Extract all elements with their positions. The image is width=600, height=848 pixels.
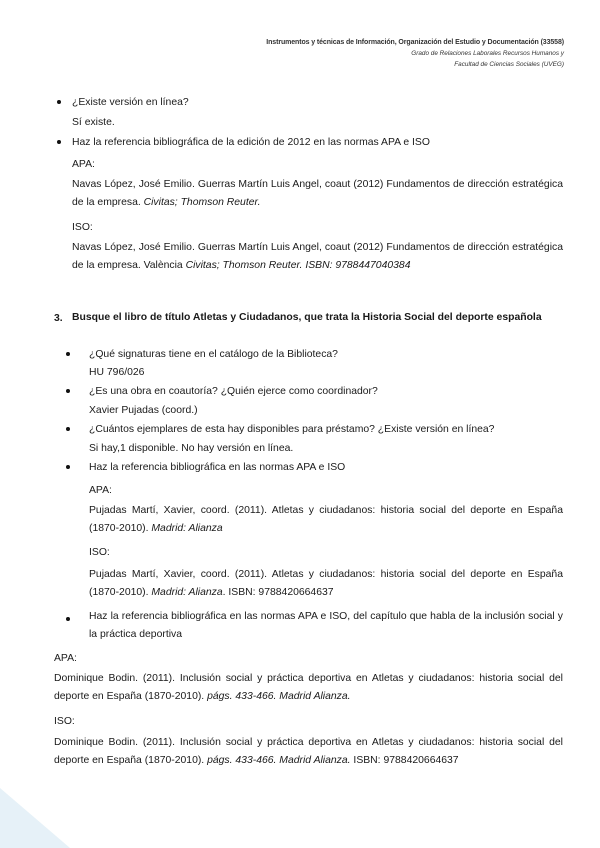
apa-chapter-pages: págs. 433-466. Madrid Alianza. (207, 691, 351, 702)
question-coordinator: ¿Es una obra en coautoría? ¿Quién ejerce como coordinador? (89, 386, 378, 397)
answer-signaturas: HU 796/026 (89, 367, 145, 378)
iso-label: ISO: (72, 222, 93, 233)
answer-copies: Si hay,1 disponible. No hay versión en línea. (89, 443, 294, 454)
iso-reference-publisher: Civitas; Thomson Reuter. ISBN: 9788447040384 (185, 260, 411, 271)
apa-reference-publisher: Civitas; Thomson Reuter. (143, 197, 261, 208)
bullet-icon (57, 100, 61, 104)
header-degree: Grado de Relaciones Laborales Recursos Humanos y (411, 50, 564, 57)
section-number: 3. (54, 313, 63, 324)
apa-reference: Navas López, José Emilio. Guerras Martín Luis Angel, coaut (2012) Fundamentos de dirección estratégica de la empresa. Civitas; Thomson Reuter. (72, 179, 563, 208)
bullet-icon (66, 389, 70, 393)
question-chapter-reference: Haz la referencia bibliográfica en las normas APA e ISO, del capítulo que habla de la inclusión social y la práctica deportiva (89, 611, 563, 640)
header-faculty: Facultad de Ciencias Sociales (UVEG) (454, 61, 564, 68)
bullet-icon (66, 617, 70, 621)
question-reference-2012: Haz la referencia bibliográfica de la edición de 2012 en las normas APA e ISO (72, 137, 430, 148)
header-course-title: Instrumentos y técnicas de Información, Organización del Estudio y Documentación (33558) (266, 39, 564, 46)
apa-label: APA: (54, 653, 77, 664)
apa-label: APA: (72, 159, 95, 170)
answer-online-version: Sí existe. (72, 117, 115, 128)
question-book-reference: Haz la referencia bibliográfica en las normas APA e ISO (89, 462, 346, 473)
page-header (266, 37, 564, 70)
corner-decoration (0, 778, 90, 848)
iso-reference: Pujadas Martí, Xavier, coord. (2011). Atletas y ciudadanos: historia social del deporte en España (1870-2010). Madrid: Alianza. ISBN: 9788420664637 (89, 569, 563, 598)
iso-reference: Navas López, José Emilio. Guerras Martín Luis Angel, coaut (2012) Fundamentos de dirección estratégica de la empresa. València Civitas; Thomson Reuter. ISBN: 9788447040384 (72, 242, 563, 271)
bullet-icon (57, 140, 61, 144)
apa-label: APA: (89, 485, 112, 496)
question-signaturas: ¿Qué signaturas tiene en el catálogo de la Biblioteca? (89, 349, 338, 360)
question-copies: ¿Cuántos ejemplares de esta hay disponibles para préstamo? ¿Existe versión en línea? (89, 424, 495, 435)
iso-label: ISO: (54, 716, 75, 727)
apa-reference-publisher: Madrid: Alianza (151, 523, 223, 534)
iso-chapter-reference: Dominique Bodin. (2011). Inclusión social y práctica deportiva en Atletas y ciudadanos: historia social del deporte en España (1870-2010). págs. 433-466. Madrid Alianza. ISBN: 9788420664637 (54, 737, 563, 766)
bullet-icon (66, 427, 70, 431)
bullet-icon (66, 352, 70, 356)
section-title: Busque el libro de título Atletas y Ciudadanos, que trata la Historia Social del deporte española (72, 312, 542, 323)
iso-label: ISO: (89, 547, 110, 558)
iso-chapter-pages: págs. 433-466. Madrid Alianza. (207, 755, 351, 766)
iso-reference-publisher: Madrid: Alianza (151, 587, 223, 598)
apa-chapter-reference: Dominique Bodin. (2011). Inclusión social y práctica deportiva en Atletas y ciudadanos: historia social del deporte en España (1870-2010). págs. 433-466. Madrid Alianza. (54, 673, 563, 702)
bullet-icon (66, 465, 70, 469)
answer-coordinator: Xavier Pujadas (coord.) (89, 405, 198, 416)
apa-reference: Pujadas Martí, Xavier, coord. (2011). Atletas y ciudadanos: historia social del deporte en España (1870-2010). Madrid: Alianza (89, 505, 563, 534)
question-online-version: ¿Existe versión en línea? (72, 97, 189, 108)
